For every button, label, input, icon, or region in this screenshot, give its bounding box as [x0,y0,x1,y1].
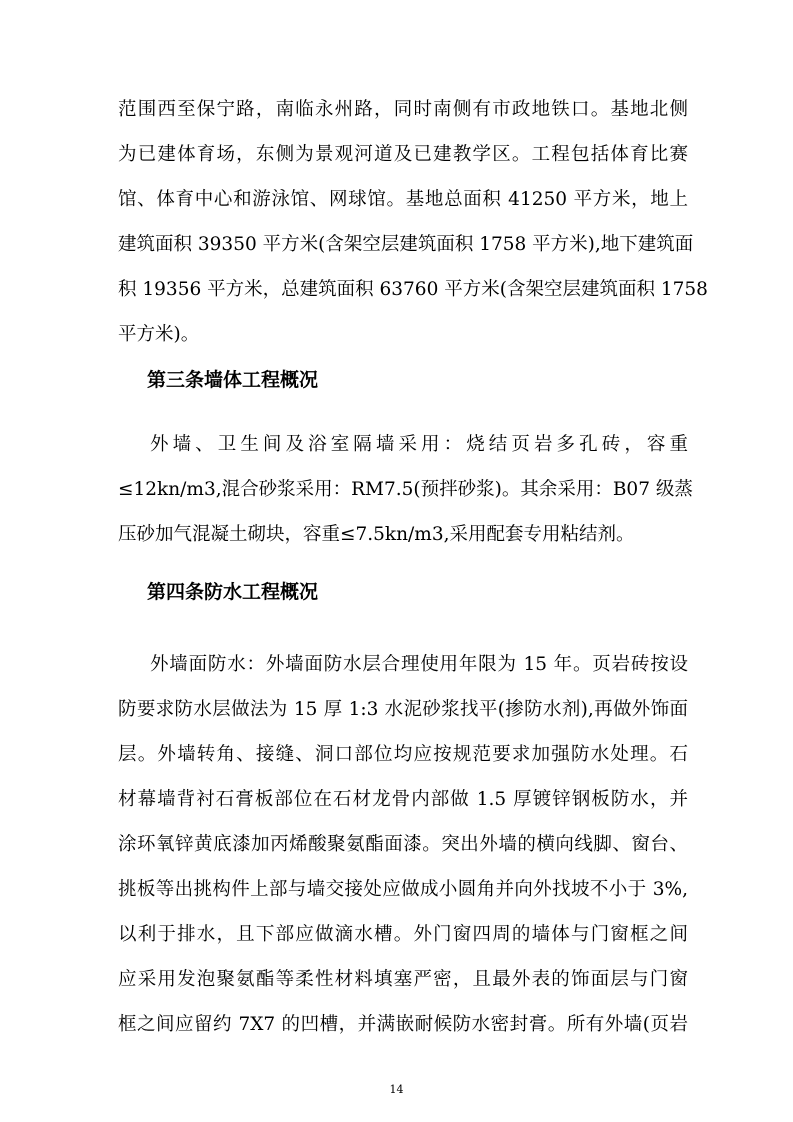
section-4-line-5: 涂环氧锌黄底漆加丙烯酸聚氨酯面漆。突出外墙的横向线脚、窗台、 [118,834,688,855]
section-3-line-3: 压砂加气混凝土砌块，容重≤7.5kn/m3,采用配套专用粘结剂。 [118,524,635,545]
section-3-line-2: ≤12kn/m3,混合砂浆采用：RM7.5(预拌砂浆)。其余采用：B07 级蒸 [118,479,693,500]
section-4-line-8: 应采用发泡聚氨酯等柔性材料填塞严密，且最外表的饰面层与门窗 [118,969,688,990]
page-number: 14 [389,1083,404,1096]
section-4-line-6: 挑板等出挑构件上部与墙交接处应做成小圆角并向外找坡不小于 3%, [118,879,688,900]
paragraph-1-line-6: 平方米)。 [118,324,200,345]
section-4-line-4: 材幕墙背衬石膏板部位在石材龙骨内部做 1.5 厚镀锌钢板防水，并 [118,789,688,810]
paragraph-1-line-3: 馆、体育中心和游泳馆、网球馆。基地总面积 41250 平方米，地上 [118,189,688,210]
section-4-line-2: 防要求防水层做法为 15 厚 1:3 水泥砂浆找平(掺防水剂),再做外饰面 [118,699,688,720]
section-4-line-7: 以利于排水，且下部应做滴水槽。外门窗四周的墙体与门窗框之间 [118,924,688,945]
section-3-line-1: 外墙、卫生间及浴室隔墙采用：烧结页岩多孔砖，容重 [150,434,688,455]
paragraph-1-line-4: 建筑面积 39350 平方米(含架空层建筑面积 1758 平方米),地下建筑面 [118,234,694,255]
section-4-line-3: 层。外墙转角、接缝、洞口部位均应按规范要求加强防水处理。石 [118,744,688,765]
paragraph-1-line-2: 为已建体育场，东侧为景观河道及已建教学区。工程包括体育比赛 [118,144,688,165]
section-4-heading: 第四条防水工程概况 [147,581,319,603]
paragraph-1-line-1: 范围西至保宁路，南临永州路，同时南侧有市政地铁口。基地北侧 [118,99,688,120]
paragraph-1-line-5: 积 19356 平方米，总建筑面积 63760 平方米(含架空层建筑面积 1758 [118,279,708,300]
section-4-line-9: 框之间应留约 7X7 的凹槽，并满嵌耐候防水密封膏。所有外墙(页岩 [118,1014,688,1035]
section-3-heading: 第三条墙体工程概况 [147,369,319,391]
section-4-line-1: 外墙面防水：外墙面防水层合理使用年限为 15 年。页岩砖按设 [150,654,688,675]
